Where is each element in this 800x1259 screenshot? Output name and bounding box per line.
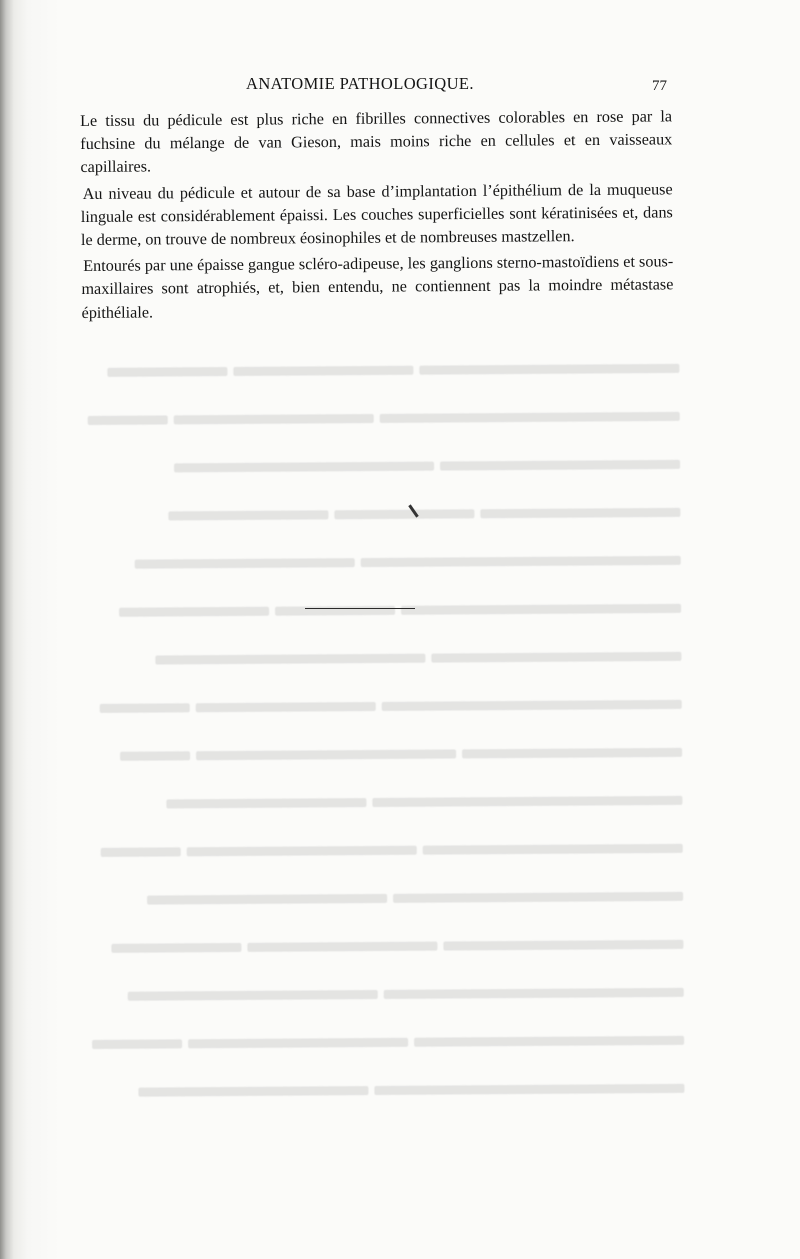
ink-speck [408,504,418,517]
page-number: 77 [652,78,667,94]
section-divider [305,608,415,609]
body-text [80,105,674,327]
page-header [0,74,800,98]
paragraph: Au niveau du pédicule et autour de sa base d’implantation l’épithélium de la muqueuse linguale est considérablement épaissi. Les couches superficielles sont kératinisées et, dans le derme, on trouve de nombreux éosinophiles et de nombreuses mastzellen. [80,179,673,250]
paragraph: Le tissu du pédicule est plus riche en fibrilles connectives colorables en rose par la fuchsine du mélange de van Gieson, mais moins riche en cellules et en vaisseaux capillaires. [80,107,673,177]
paragraph: Entourés par une épaisse gangue scléro-adipeuse, les ganglions sterno-mastoïdiens et sous-maxillaires sont atrophiés, et, bien entendu, ne contiennent pas la moindre métastase épithéliale. [81,252,674,322]
running-title: ANATOMIE PATHOLOGIQUE. [246,74,474,93]
show-through-bleed [67,358,684,1130]
